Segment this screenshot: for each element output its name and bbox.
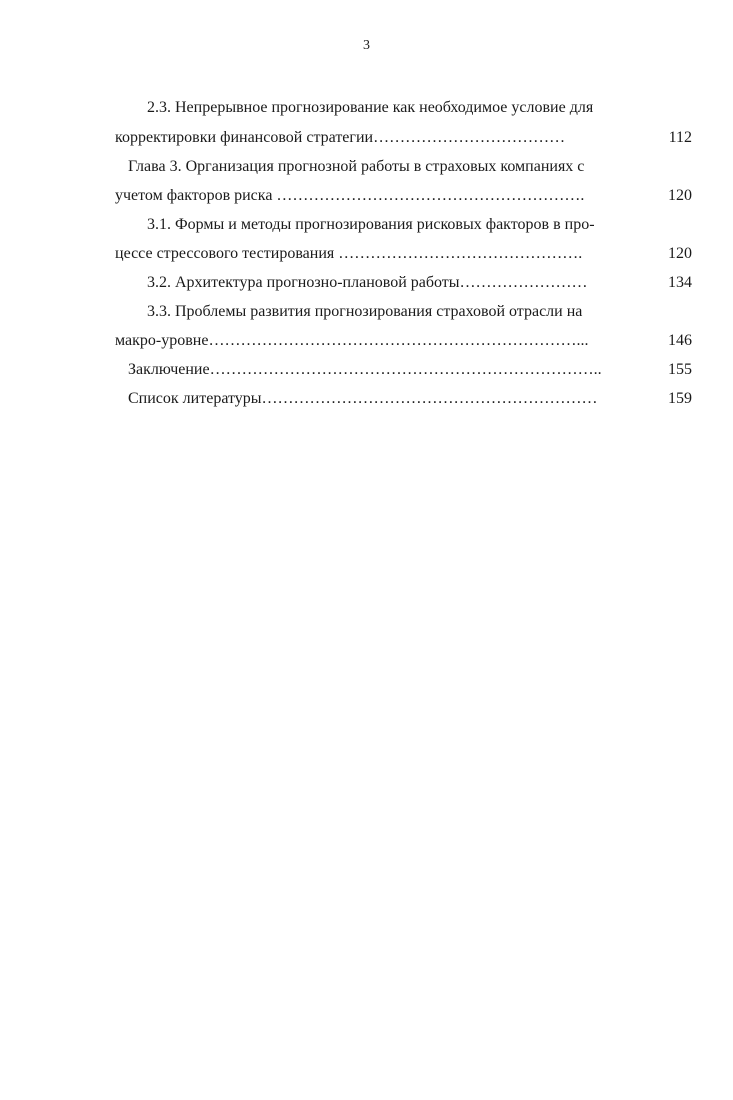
page-number: 3 [363, 38, 370, 53]
toc-entry-3-1-line-2 [0, 243, 733, 265]
toc-entry-3-3-line-2 [0, 330, 733, 352]
toc-entry-text: 3.3. Проблемы развития прогнозирования страховой отрасли на [147, 303, 583, 320]
toc-entry-2-3-line-2 [0, 127, 733, 149]
toc-page-number: 146 [668, 332, 692, 349]
toc-entry-conclusion [0, 359, 733, 381]
toc-page-number: 112 [668, 129, 692, 146]
toc-entry-text: 3.1. Формы и методы прогнозирования рисковых факторов в про- [147, 216, 595, 233]
toc-entry-text: макро-уровне……………………………………………………………... [115, 332, 589, 349]
toc-entry-text: 3.2. Архитектура прогнозно-плановой работы…………………… [147, 274, 588, 291]
toc-entry-text: цессе стрессового тестирования ………………………………………. [115, 245, 583, 262]
toc-entry-text: Список литературы……………………………………………………… [128, 390, 598, 407]
toc-entry-references [0, 388, 733, 410]
toc-entry-chapter-3-line-1 [0, 156, 733, 178]
toc-entry-3-3-line-1 [0, 301, 733, 323]
toc-entry-3-1-line-1 [0, 214, 733, 236]
toc-page-number: 120 [668, 245, 692, 262]
toc-entry-text: Заключение……………………………………………………………….. [128, 361, 602, 378]
toc-entry-chapter-3-line-2 [0, 185, 733, 207]
toc-entry-text: корректировки финансовой стратегии……………………………… [115, 129, 566, 146]
toc-page-number: 159 [668, 390, 692, 407]
toc-entry-text: учетом факторов риска …………………………………………………. [115, 187, 585, 204]
toc-entry-2-3-line-1 [0, 97, 733, 119]
toc-entry-3-2 [0, 272, 733, 294]
toc-page-number: 134 [668, 274, 692, 291]
toc-page-number: 155 [668, 361, 692, 378]
toc-entry-text: Глава 3. Организация прогнозной работы в страховых компаниях с [128, 158, 585, 175]
toc-page-number: 120 [668, 187, 692, 204]
toc-entry-text: 2.3. Непрерывное прогнозирование как необходимое условие для [147, 99, 594, 116]
